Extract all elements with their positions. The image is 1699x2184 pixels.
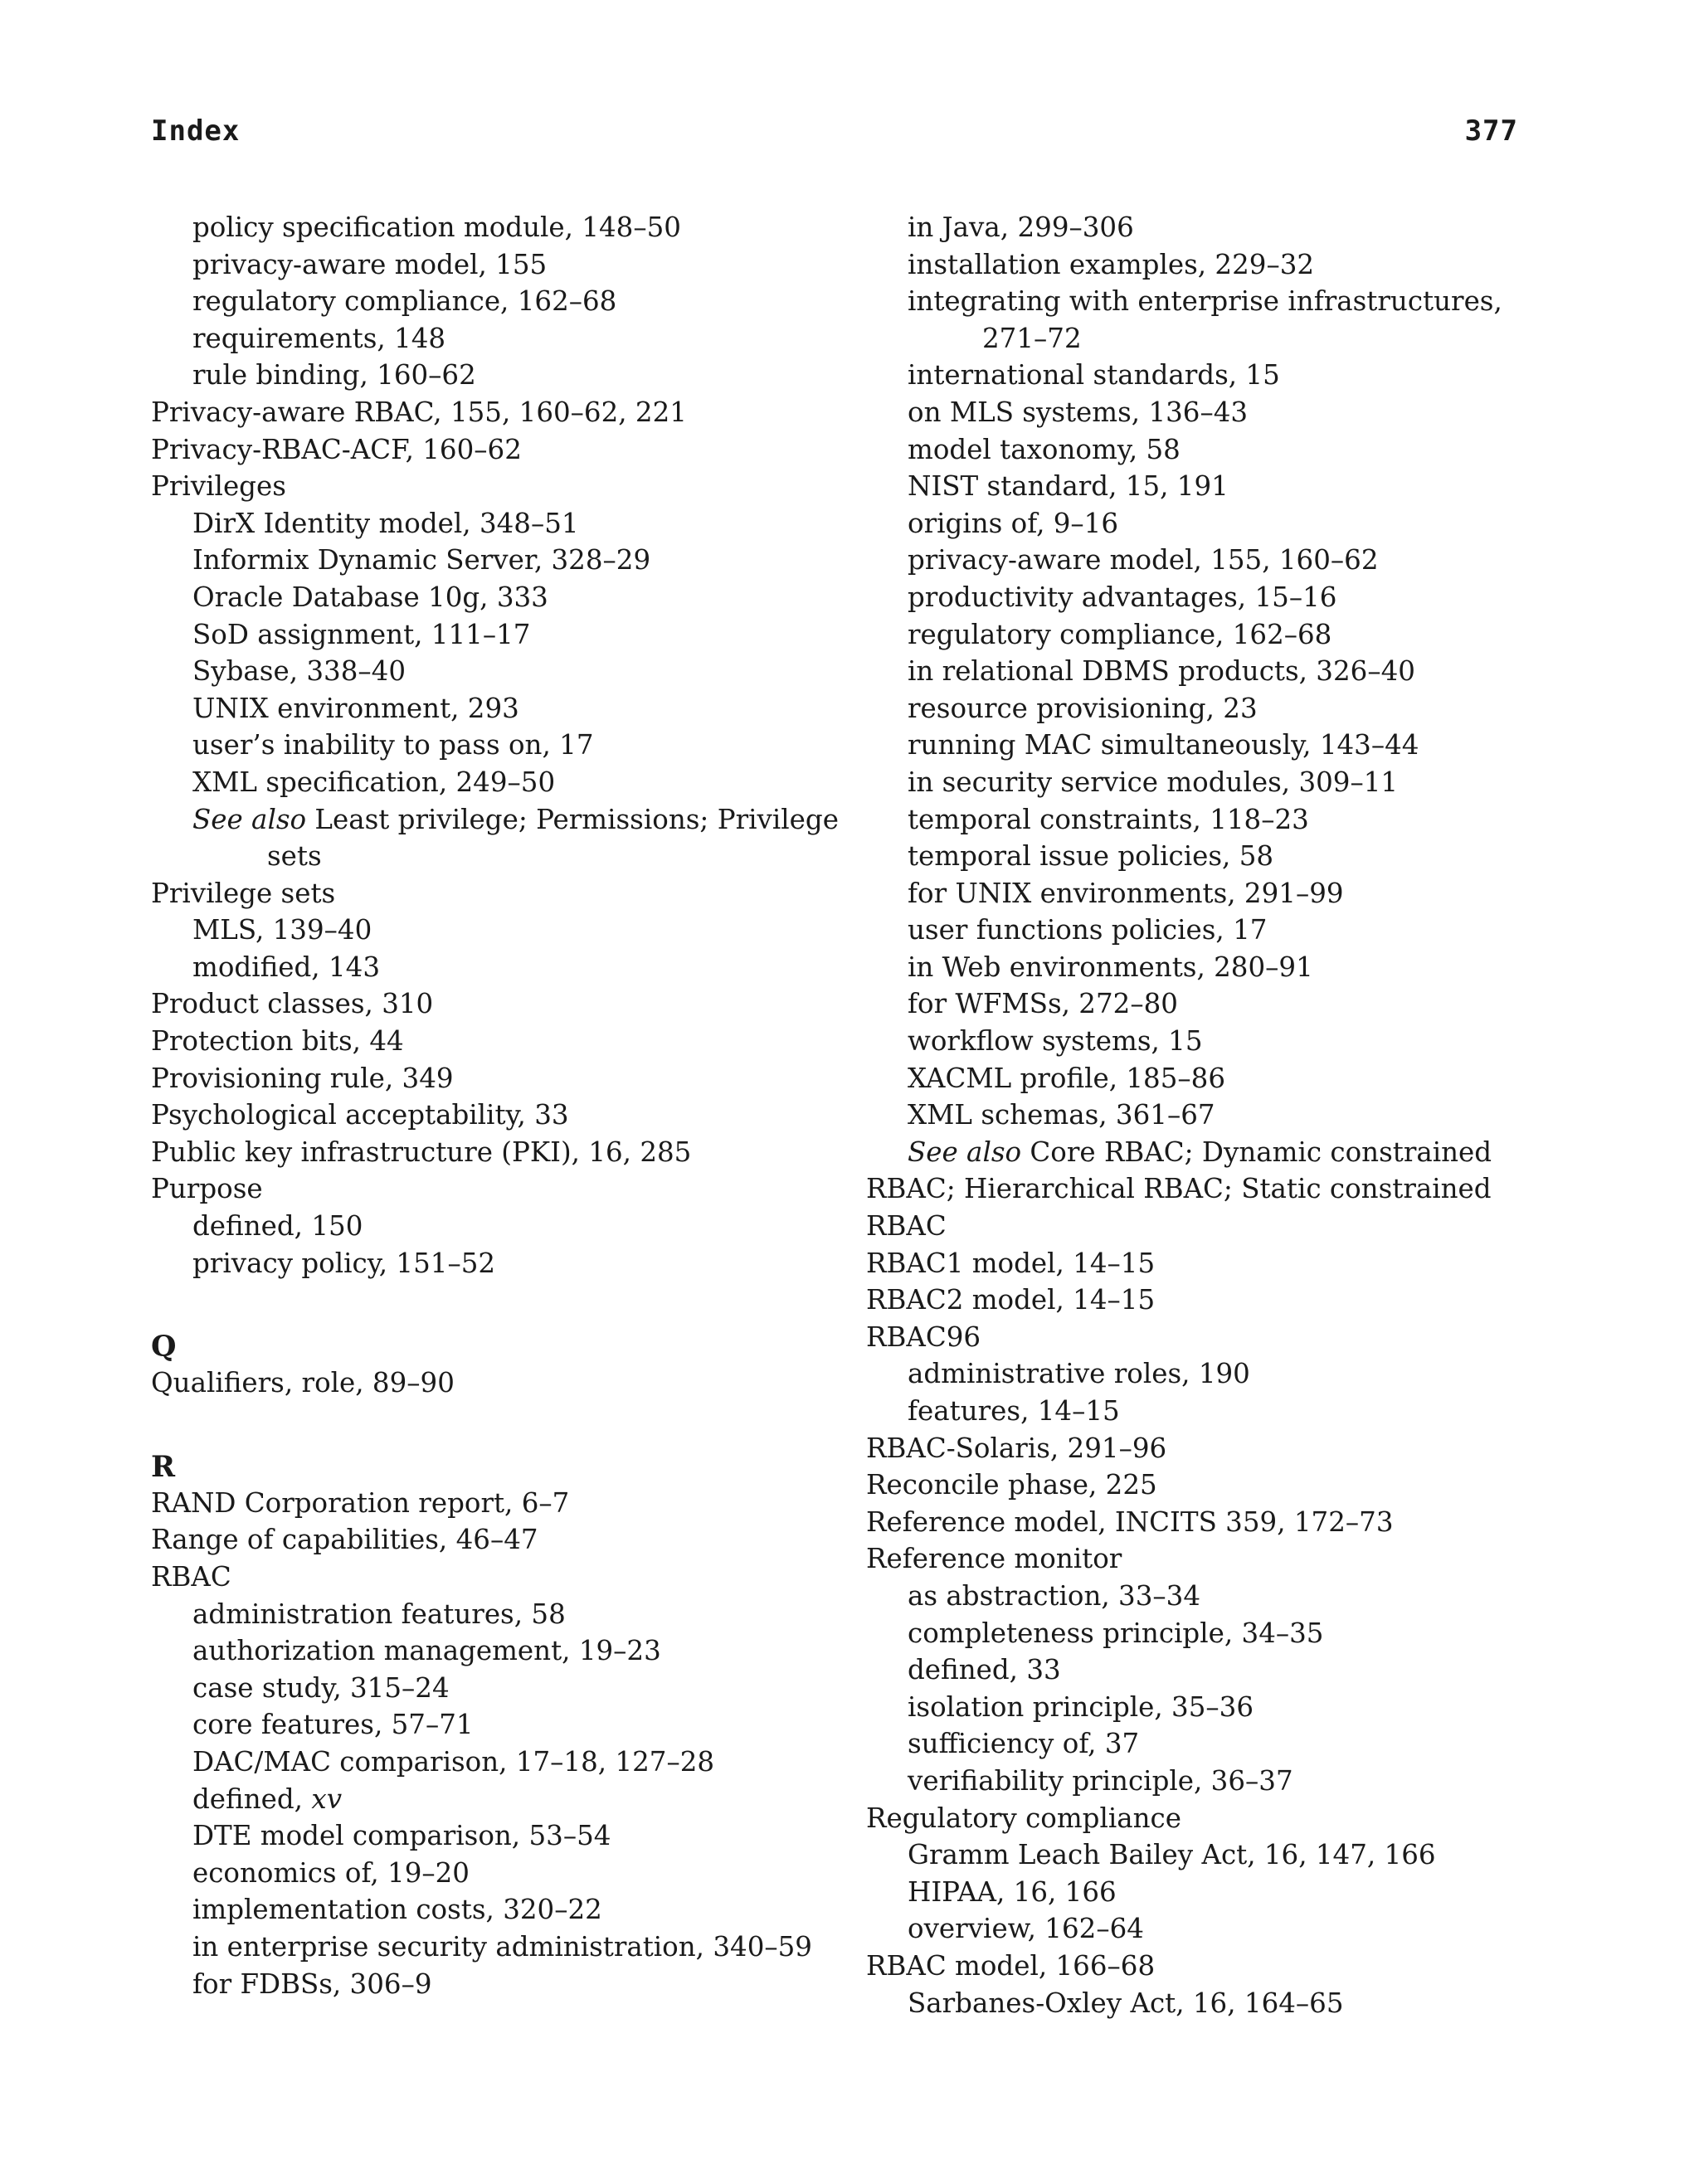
index-subentry: integrating with enterprise infrastructures, (908, 285, 1502, 318)
index-entry: Privacy-RBAC-ACF, 160–62 (151, 433, 522, 465)
index-entry: RBAC model, 166–68 (866, 1949, 1156, 1982)
index-subentry (151, 1781, 831, 1818)
index-subentry: overview, 162–64 (908, 1913, 1144, 1945)
index-subentry: for FDBSs, 306–9 (192, 1968, 432, 2000)
index-continuation: sets (267, 840, 322, 873)
index-entry: Purpose (151, 1173, 263, 1205)
index-entry: Provisioning rule, 349 (151, 1062, 454, 1094)
index-subentry: NIST standard, 15, 191 (908, 470, 1229, 503)
index-subentry: as abstraction, 33–34 (908, 1579, 1200, 1612)
index-subentry: regulatory compliance, 162–68 (192, 285, 617, 318)
index-page-reference: xv (311, 1783, 343, 1815)
index-subentry: origins of, 9–16 (908, 507, 1119, 539)
index-entry: RAND Corporation report, 6–7 (151, 1486, 570, 1519)
index-entry: RBAC1 model, 14–15 (866, 1247, 1156, 1279)
index-subentry: privacy-aware model, 155, 160–62 (908, 544, 1379, 576)
index-subentry-text: defined, (192, 1783, 312, 1815)
index-subentry: administrative roles, 190 (908, 1358, 1250, 1390)
index-column-right (866, 209, 1502, 2021)
index-subentry: Sarbanes-Oxley Act, 16, 164–65 (908, 1987, 1344, 2019)
page-number: 377 (1464, 114, 1518, 148)
index-subentry: implementation costs, 320–22 (192, 1894, 602, 1926)
index-subentry: resource provisioning, 23 (908, 692, 1258, 724)
index-subentry: privacy-aware model, 155 (192, 248, 548, 280)
index-entry: Regulatory compliance (866, 1802, 1181, 1834)
index-subentry: Informix Dynamic Server, 328–29 (192, 544, 651, 576)
section-letter-heading: Q (151, 1330, 177, 1364)
index-subentry: in security service modules, 309–11 (908, 766, 1399, 798)
index-subentry: in relational DBMS products, 326–40 (908, 655, 1415, 688)
index-entry: RBAC96 (866, 1321, 981, 1353)
index-subentry: productivity advantages, 15–16 (908, 581, 1337, 613)
index-subentry: DTE model comparison, 53–54 (192, 1820, 611, 1852)
index-subentry: temporal issue policies, 58 (908, 840, 1274, 873)
see-also-label: See also (908, 1136, 1022, 1168)
index-subentry: defined, 33 (908, 1654, 1061, 1686)
index-subentry: model taxonomy, 58 (908, 433, 1181, 465)
index-subentry: installation examples, 229–32 (908, 248, 1315, 280)
index-subentry: workflow systems, 15 (908, 1025, 1203, 1058)
index-continuation: 271–72 (982, 322, 1082, 354)
index-subentry: Gramm Leach Bailey Act, 16, 147, 166 (908, 1839, 1436, 1871)
index-subentry: sufficiency of, 37 (908, 1728, 1140, 1760)
index-subentry: DAC/MAC comparison, 17–18, 127–28 (192, 1745, 715, 1778)
see-also-targets: Least privilege; Permissions; Privilege (306, 803, 839, 835)
see-also-targets: Core RBAC; Dynamic constrained (1021, 1136, 1492, 1168)
see-also-label: See also (192, 803, 307, 835)
index-subentry: regulatory compliance, 162–68 (908, 618, 1332, 650)
index-subentry: authorization management, 19–23 (192, 1635, 661, 1667)
index-subentry: on MLS systems, 136–43 (908, 396, 1249, 428)
index-subentry: for WFMSs, 272–80 (908, 988, 1178, 1020)
see-also-reference (866, 1134, 1497, 1171)
index-subentry: running MAC simultaneously, 143–44 (908, 729, 1419, 761)
index-entry: Protection bits, 44 (151, 1025, 404, 1058)
index-subentry: XACML profile, 185–86 (908, 1062, 1226, 1094)
index-subentry: isolation principle, 35–36 (908, 1690, 1254, 1723)
index-subentry: case study, 315–24 (192, 1671, 450, 1704)
index-subentry: in enterprise security administration, 340–59 (192, 1930, 812, 1963)
index-subentry: policy specification module, 148–50 (192, 212, 681, 243)
index-subentry: core features, 57–71 (192, 1709, 474, 1741)
index-entry: RBAC (151, 1561, 231, 1593)
index-subentry: Sybase, 338–40 (192, 655, 406, 688)
index-entry: RBAC-Solaris, 291–96 (866, 1432, 1167, 1464)
index-subentry: in Java, 299–306 (908, 212, 1134, 243)
index-subentry: SoD assignment, 111–17 (192, 618, 531, 650)
index-entry: Product classes, 310 (151, 988, 434, 1020)
index-subentry: UNIX environment, 293 (192, 692, 519, 724)
index-subentry: MLS, 139–40 (192, 914, 372, 946)
index-subentry: defined, 150 (192, 1210, 363, 1243)
index-subentry: modified, 143 (192, 951, 380, 983)
index-subentry: privacy policy, 151–52 (192, 1247, 496, 1279)
index-entry: Public key infrastructure (PKI), 16, 285 (151, 1136, 692, 1168)
running-head-title: Index (151, 114, 241, 148)
index-subentry: temporal constraints, 118–23 (908, 803, 1309, 835)
index-entry: RBAC; Hierarchical RBAC; Static constrained (866, 1173, 1492, 1205)
index-subentry: completeness principle, 34–35 (908, 1617, 1324, 1649)
index-entry: Range of capabilities, 46–47 (151, 1524, 538, 1556)
index-entry: Privilege sets (151, 877, 336, 909)
index-subentry: user’s inability to pass on, 17 (192, 729, 594, 761)
index-subentry: for UNIX environments, 291–99 (908, 877, 1344, 909)
index-entry: Reference monitor (866, 1543, 1122, 1575)
index-subentry: in Web environments, 280–91 (908, 951, 1313, 983)
index-column-left (151, 209, 839, 2002)
index-entry: Qualifiers, role, 89–90 (151, 1367, 455, 1399)
index-entry: RBAC (866, 1210, 947, 1243)
index-subentry: administration features, 58 (192, 1598, 566, 1630)
index-subentry: XML specification, 249–50 (192, 766, 556, 798)
index-entry: Reconcile phase, 225 (866, 1469, 1157, 1501)
index-subentry: rule binding, 160–62 (192, 359, 476, 392)
index-subentry: features, 14–15 (908, 1395, 1120, 1427)
index-entry: RBAC2 model, 14–15 (866, 1284, 1156, 1316)
index-subentry: economics of, 19–20 (192, 1856, 470, 1889)
index-entry: Privileges (151, 470, 286, 503)
index-subentry: DirX Identity model, 348–51 (192, 507, 579, 539)
index-subentry: requirements, 148 (192, 322, 446, 354)
index-subentry: international standards, 15 (908, 359, 1280, 392)
index-subentry: Oracle Database 10g, 333 (192, 581, 548, 613)
section-letter-heading: R (151, 1449, 176, 1484)
index-subentry: verifiability principle, 36–37 (908, 1764, 1293, 1797)
index-subentry: user functions policies, 17 (908, 914, 1268, 946)
index-subentry: HIPAA, 16, 166 (908, 1875, 1117, 1908)
index-entry: Privacy-aware RBAC, 155, 160–62, 221 (151, 396, 687, 428)
index-entry: Reference model, INCITS 359, 172–73 (866, 1505, 1394, 1538)
index-subentry: XML schemas, 361–67 (908, 1099, 1215, 1131)
see-also-reference (151, 801, 839, 839)
index-entry: Psychological acceptability, 33 (151, 1099, 569, 1131)
